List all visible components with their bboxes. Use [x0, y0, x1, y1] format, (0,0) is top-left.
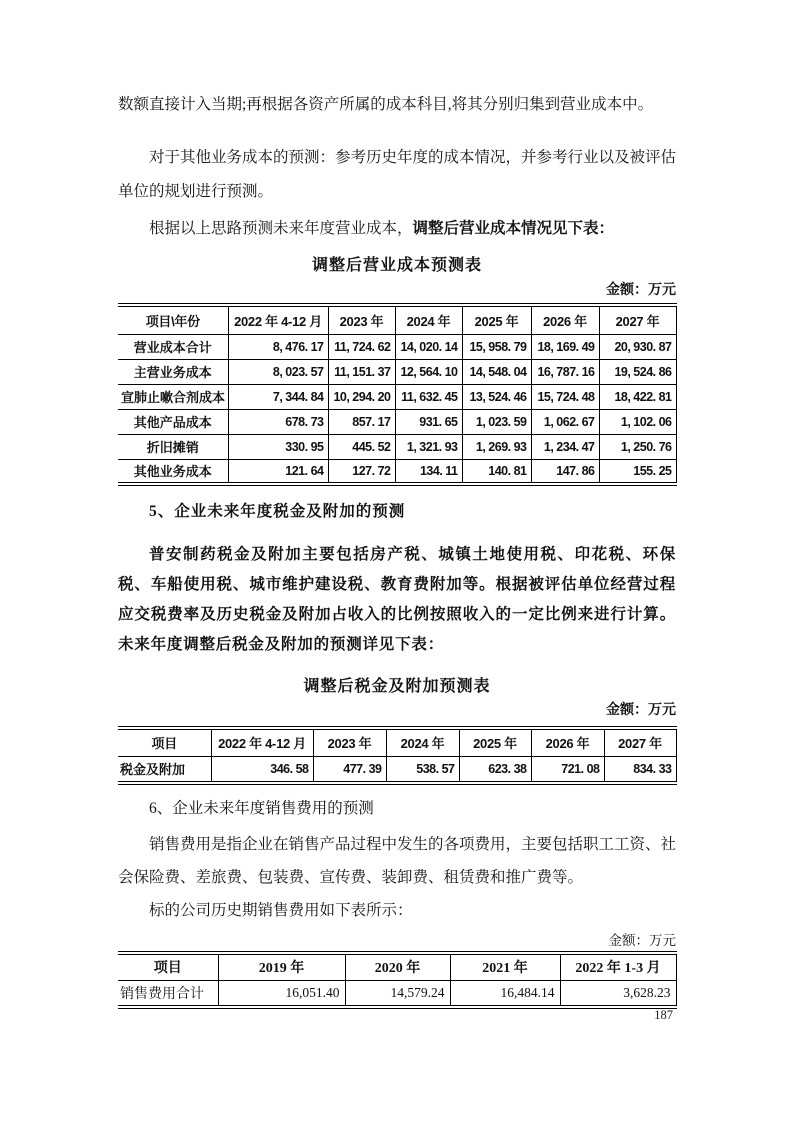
section5-heading: 5、企业未来年度税金及附加的预测: [149, 503, 406, 520]
tax-table-unit-label: 金额：万元: [606, 703, 676, 718]
cell-value: 140. 81: [462, 459, 531, 484]
column-header: 项目: [118, 728, 211, 756]
cell-value: 20, 930. 87: [599, 334, 676, 359]
tax-surcharge-forecast-table: [118, 726, 677, 785]
cell-value: 11, 632. 45: [395, 384, 462, 409]
tax-table-title: 调整后税金及附加预测表: [303, 678, 491, 695]
cell-value: 19, 524. 86: [599, 359, 676, 384]
cell-value: 14,579.24: [345, 980, 450, 1007]
column-header: 2023 年: [328, 305, 395, 334]
section5-paragraph: 普安制药税金及附加主要包括房产税、城镇土地使用税、印花税、环保税、车船使用税、城市维护建设税、教育费附加等。根据被评估单位经营过程应交税费率及历史税金及附加占收入的比例按照收入的一定比例来进行计算。未来年度调整后税金及附加的预测详见下表：: [118, 546, 676, 653]
cell-value: 721. 08: [531, 756, 604, 783]
cell-value: 3,628.23: [560, 980, 676, 1007]
cell-value: 155. 25: [599, 459, 676, 484]
cell-value: 16, 787. 16: [531, 359, 599, 384]
cost-table-title: 调整后营业成本预测表: [311, 257, 482, 274]
row-label: 税金及附加: [118, 756, 211, 783]
column-header: 2022 年 4-12 月: [228, 305, 328, 334]
paragraph-forecast-lead-text: 根据以上思路预测未来年度营业成本，: [149, 220, 413, 237]
cell-value: 445. 52: [328, 434, 395, 459]
table-row: [118, 384, 676, 409]
selling-expense-history-table: [118, 951, 677, 1009]
cell-value: 1, 102. 06: [599, 409, 676, 434]
column-header: 2026 年: [531, 305, 599, 334]
column-header: 2019 年: [218, 953, 345, 980]
column-header: 2027 年: [604, 728, 676, 756]
table-row: [118, 434, 676, 459]
column-header: 2023 年: [313, 728, 386, 756]
paragraph-forecast-emphasis: 调整后营业成本情况见下表：: [412, 220, 615, 237]
column-header: 2027 年: [599, 305, 676, 334]
cell-value: 16,484.14: [450, 980, 560, 1007]
cell-value: 18, 169. 49: [531, 334, 599, 359]
cell-value: 14, 548. 04: [462, 359, 531, 384]
column-header: 项目: [118, 953, 218, 980]
table-row: [118, 459, 676, 484]
cell-value: 121. 64: [228, 459, 328, 484]
row-label: 销售费用合计: [118, 980, 218, 1007]
cell-value: 623. 38: [459, 756, 531, 783]
section6-paragraph: 销售费用是指企业在销售产品过程中发生的各项费用，主要包括职工工资、社会保险费、差旅费、包装费、宣传费、装卸费、租赁费和推广费等。: [118, 836, 677, 886]
row-label: 其他业务成本: [118, 459, 228, 484]
cell-value: 931. 65: [395, 409, 462, 434]
table-row: [118, 980, 676, 1007]
column-header: 2022 年 4-12 月: [211, 728, 313, 756]
cell-value: 8, 023. 57: [228, 359, 328, 384]
column-header: 2022 年 1-3 月: [560, 953, 676, 980]
cell-value: 8, 476. 17: [228, 334, 328, 359]
cell-value: 11, 151. 37: [328, 359, 395, 384]
column-header: 项目\年份: [118, 305, 228, 334]
column-header: 2025 年: [462, 305, 531, 334]
cell-value: 13, 524. 46: [462, 384, 531, 409]
column-header: 2020 年: [345, 953, 450, 980]
cell-value: 16,051.40: [218, 980, 345, 1007]
cell-value: 330. 95: [228, 434, 328, 459]
cell-value: 7, 344. 84: [228, 384, 328, 409]
table-header-row: [118, 953, 676, 980]
paragraph-forecast-lead: [118, 212, 676, 246]
cell-value: 147. 86: [531, 459, 599, 484]
paragraph-other-cost-forecast: 对于其他业务成本的预测：参考历史年度的成本情况，并参考行业以及被评估单位的规划进行预测。: [118, 149, 677, 200]
cell-value: 14, 020. 14: [395, 334, 462, 359]
section6-heading: 6、企业未来年度销售费用的预测: [149, 800, 374, 817]
table-row: [118, 756, 676, 783]
section6-note: 标的公司历史期销售费用如下表所示：: [149, 902, 413, 919]
table-row: [118, 409, 676, 434]
cell-value: 15, 958. 79: [462, 334, 531, 359]
cell-value: 134. 11: [395, 459, 462, 484]
cell-value: 1, 269. 93: [462, 434, 531, 459]
row-label: 营业成本合计: [118, 334, 228, 359]
column-header: 2021 年: [450, 953, 560, 980]
column-header: 2025 年: [459, 728, 531, 756]
table-row: [118, 334, 676, 359]
cell-value: 1, 234. 47: [531, 434, 599, 459]
column-header: 2024 年: [395, 305, 462, 334]
row-label: 主营业务成本: [118, 359, 228, 384]
page-number: 187: [654, 1008, 673, 1022]
table-header-row: [118, 305, 676, 334]
cell-value: 834. 33: [604, 756, 676, 783]
cell-value: 477. 39: [313, 756, 386, 783]
column-header: 2024 年: [386, 728, 459, 756]
paragraph-cost-allocation: 数额直接计入当期;再根据各资产所属的成本科目,将其分别归集到营业成本中。: [118, 96, 654, 113]
cell-value: 11, 724. 62: [328, 334, 395, 359]
operating-cost-forecast-table: [118, 303, 677, 486]
row-label: 宣肺止嗽合剂成本: [118, 384, 228, 409]
cell-value: 10, 294. 20: [328, 384, 395, 409]
cell-value: 1, 321. 93: [395, 434, 462, 459]
column-header: 2026 年: [531, 728, 604, 756]
selling-table-unit-label: 金额：万元: [608, 933, 676, 948]
cell-value: 857. 17: [328, 409, 395, 434]
table-row: [118, 359, 676, 384]
row-label: 折旧摊销: [118, 434, 228, 459]
cell-value: 15, 724. 48: [531, 384, 599, 409]
cell-value: 12, 564. 10: [395, 359, 462, 384]
cell-value: 18, 422. 81: [599, 384, 676, 409]
cell-value: 1, 250. 76: [599, 434, 676, 459]
row-label: 其他产品成本: [118, 409, 228, 434]
cell-value: 1, 062. 67: [531, 409, 599, 434]
cell-value: 127. 72: [328, 459, 395, 484]
cell-value: 538. 57: [386, 756, 459, 783]
cell-value: 678. 73: [228, 409, 328, 434]
cell-value: 1, 023. 59: [462, 409, 531, 434]
cost-table-unit-label: 金额：万元: [606, 283, 676, 298]
cell-value: 346. 58: [211, 756, 313, 783]
table-header-row: [118, 728, 676, 756]
